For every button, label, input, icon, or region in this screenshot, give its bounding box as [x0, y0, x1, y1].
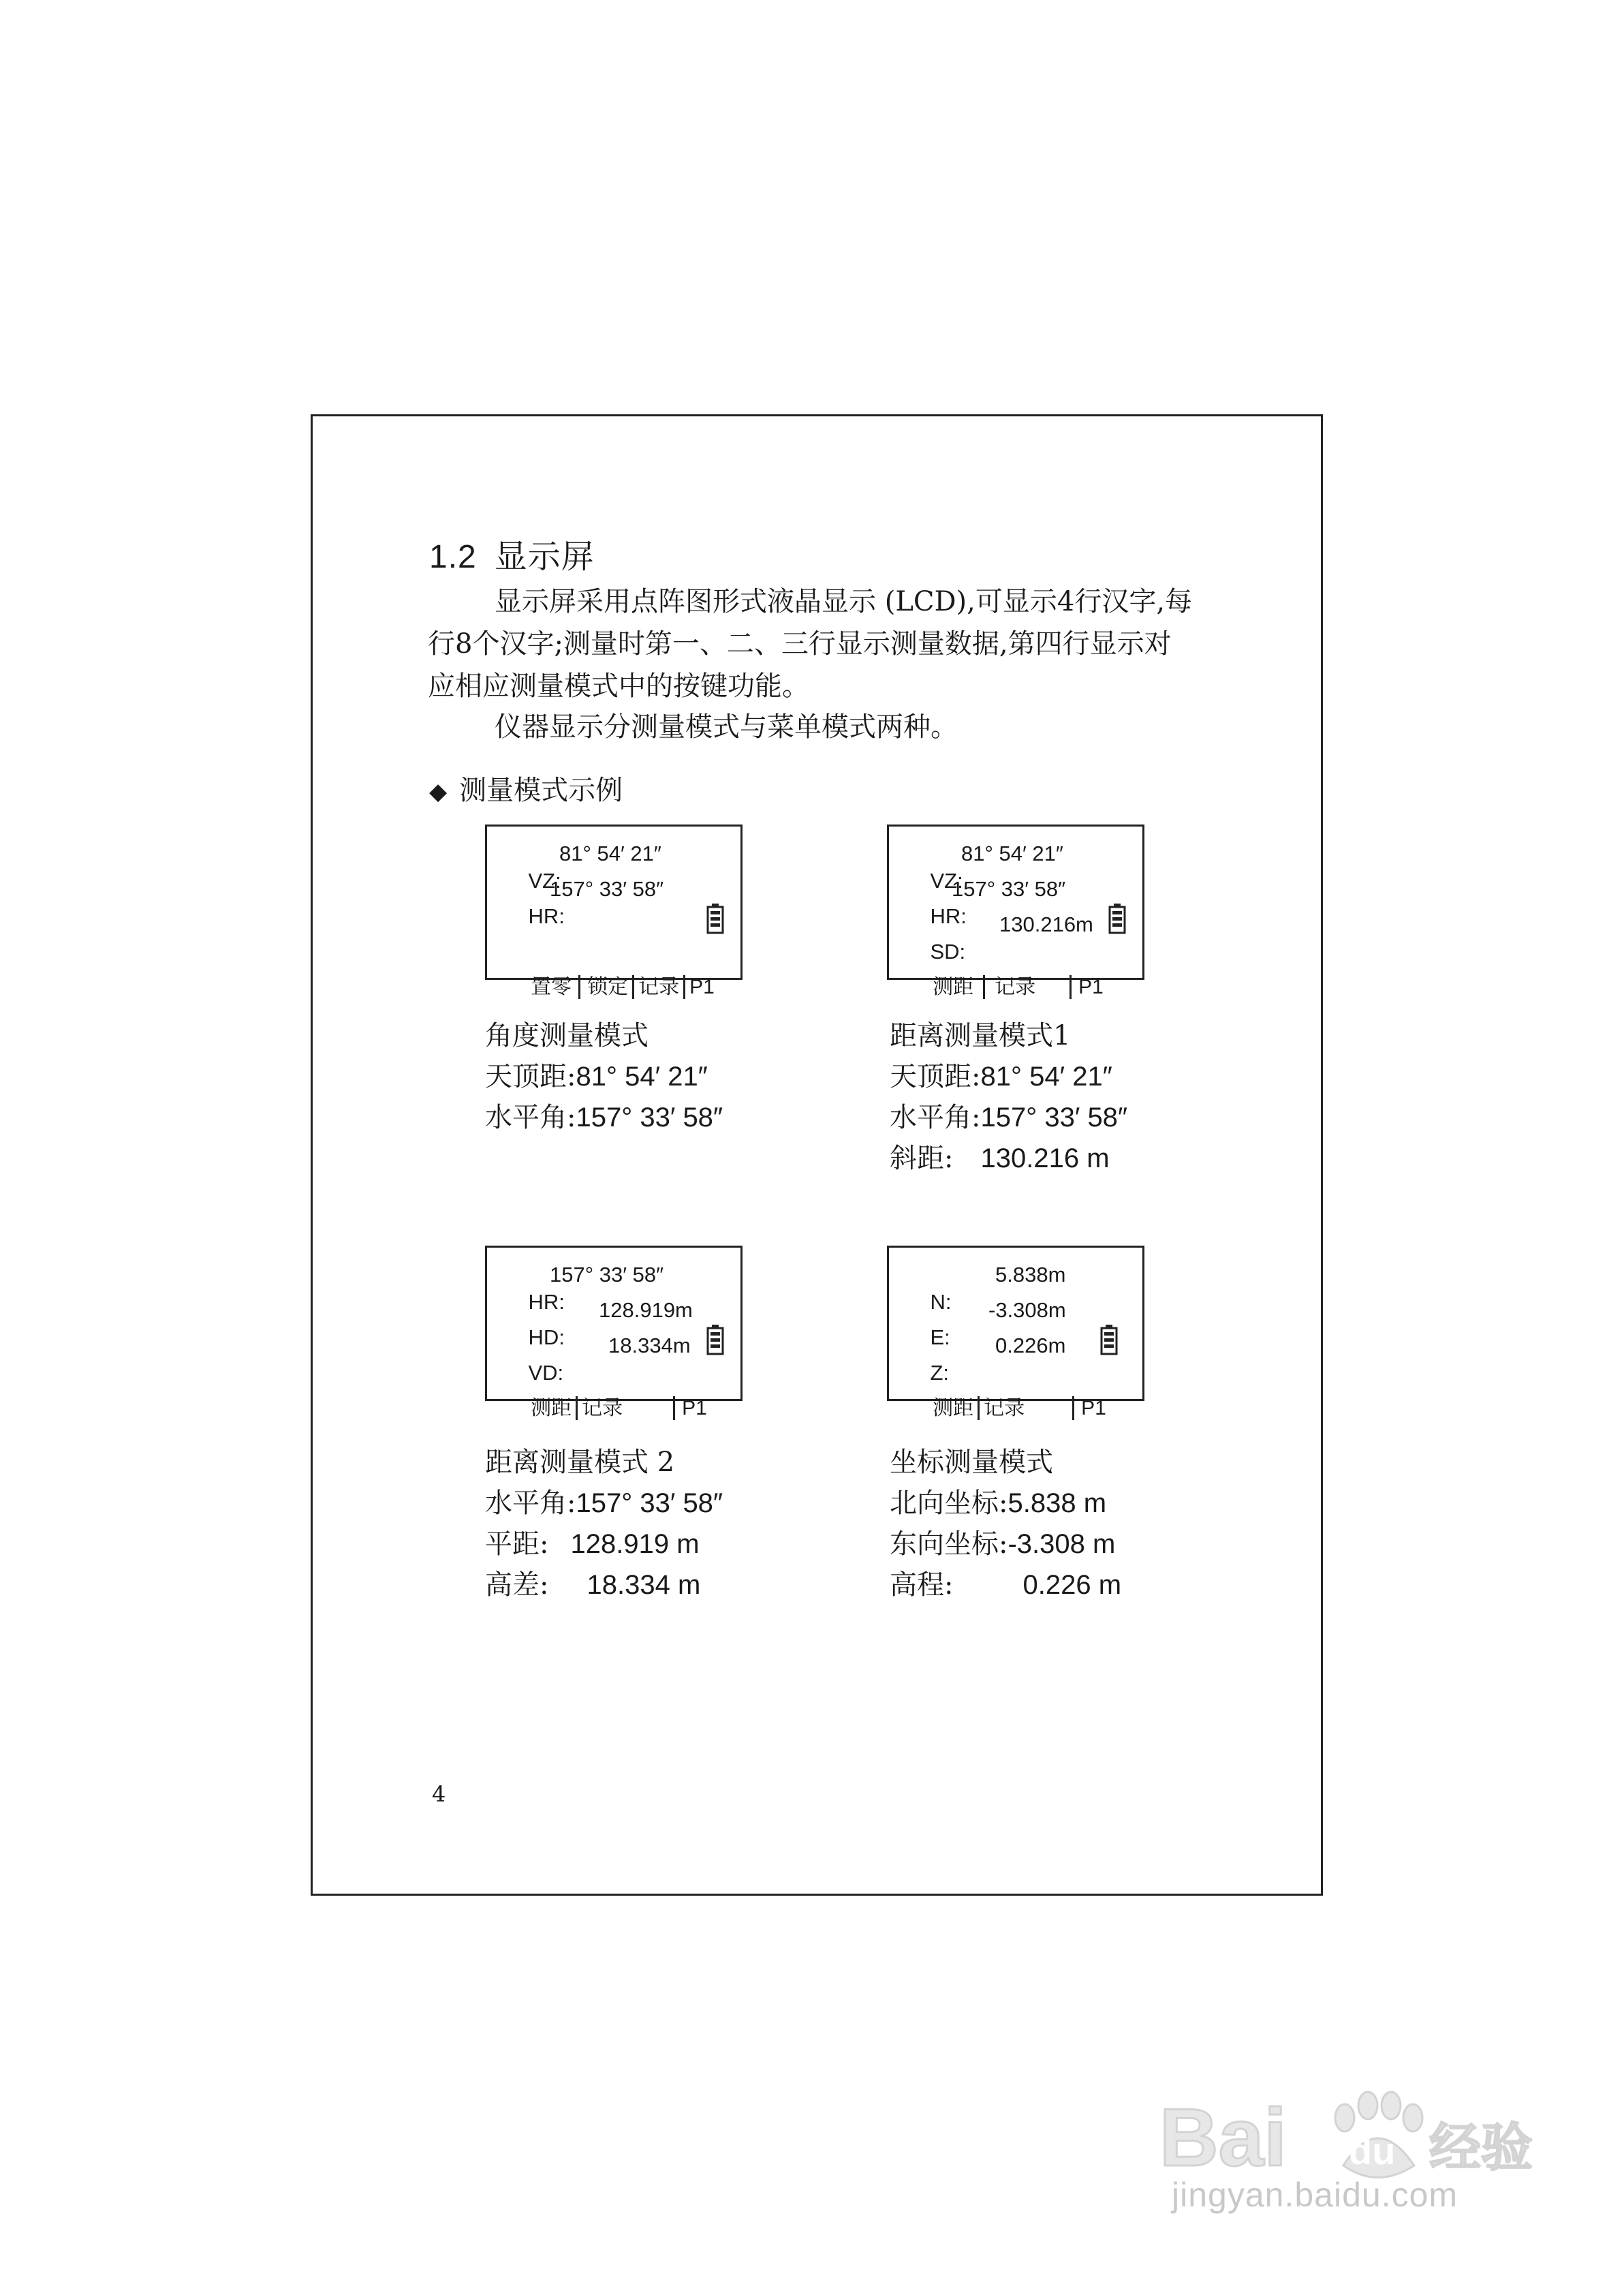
softkey-record: 记录	[638, 975, 680, 999]
caption-line	[890, 1097, 1127, 1138]
lcd-value: 0.226m	[995, 1334, 1066, 1357]
lcd-row	[505, 1332, 691, 1385]
diamond-icon: ◆	[429, 778, 448, 805]
caption-value: 130.216 m	[980, 1143, 1110, 1173]
softkey-record: 记录	[995, 975, 1036, 999]
caption-value: 81° 54′ 21″	[980, 1062, 1112, 1092]
caption-value: 157° 33′ 58″	[576, 1103, 723, 1133]
lcd-row	[505, 876, 664, 928]
watermark-url: jingyan.baidu.com	[1172, 2176, 1458, 2214]
lcd-value: 18.334m	[608, 1334, 691, 1357]
softkey-page: P1	[682, 1397, 707, 1419]
svg-text:du: du	[1349, 2129, 1396, 2172]
caption-value: 0.226 m	[1022, 1570, 1122, 1600]
lcd-label: E:	[930, 1325, 950, 1349]
lcd-softkey-row	[907, 946, 1104, 999]
caption-title: 距离测量模式1	[890, 1020, 1071, 1051]
caption-title: 角度测量模式	[485, 1020, 649, 1051]
lcd-value: 157° 33′ 58″	[550, 877, 664, 901]
svg-text:Bai: Bai	[1159, 2092, 1287, 2183]
caption-coordinate-mode	[890, 1442, 1121, 1605]
caption-label: 高差:	[485, 1569, 549, 1601]
caption-label: 斜距:	[890, 1143, 954, 1174]
lcd-value: -3.308m	[988, 1298, 1066, 1322]
lcd-softkey-row	[505, 946, 715, 999]
intro-line-2: 行8个汉字;测量时第一、二、三行显示测量数据,第四行显示对	[428, 628, 1172, 660]
battery-icon	[706, 1324, 724, 1355]
softkey-page: P1	[689, 976, 715, 998]
caption-label: 天顶距:	[485, 1061, 576, 1092]
mode-paragraph: 仪器显示分测量模式与菜单模式两种。	[495, 711, 958, 743]
lcd-value: 5.838m	[995, 1263, 1066, 1287]
intro-line-3: 应相应测量模式中的按键功能。	[428, 671, 809, 702]
lcd-label: VZ:	[528, 869, 561, 893]
lcd-value: 81° 54′ 21″	[961, 842, 1063, 865]
caption-line	[890, 1483, 1121, 1524]
caption-title: 距离测量模式 2	[485, 1447, 675, 1478]
lcd-label: N:	[930, 1290, 952, 1314]
caption-line	[485, 1565, 723, 1605]
caption-label: 水平角:	[485, 1102, 576, 1133]
lcd-label: HD:	[528, 1325, 565, 1349]
bullet-text: 测量模式示例	[459, 775, 623, 806]
caption-value: 81° 54′ 21″	[576, 1062, 708, 1092]
lcd-value: 130.216m	[999, 912, 1093, 936]
caption-distance-mode-1	[890, 1015, 1127, 1179]
lcd-row	[907, 876, 1066, 928]
lcd-value: 157° 33′ 58″	[550, 1263, 664, 1287]
lcd-label: SD:	[930, 940, 966, 964]
softkey-record: 记录	[984, 1396, 1025, 1420]
lcd-label: HR:	[528, 904, 565, 928]
caption-line	[485, 1483, 723, 1524]
caption-line	[890, 1138, 1127, 1179]
lcd-row	[505, 1261, 664, 1314]
intro-line-1: 显示屏采用点阵图形式液晶显示 (LCD),可显示4行汉字,每	[495, 586, 1193, 617]
caption-title: 坐标测量模式	[890, 1447, 1053, 1478]
caption-distance-mode-2	[485, 1442, 723, 1605]
lcd-value: 128.919m	[599, 1298, 693, 1322]
lcd-value: 157° 33′ 58″	[952, 877, 1066, 901]
caption-label: 北向坐标:	[890, 1488, 1008, 1519]
caption-line	[485, 1056, 723, 1097]
lcd-row	[907, 911, 1093, 964]
lcd-softkey-row	[907, 1368, 1106, 1420]
battery-icon	[1100, 1324, 1118, 1355]
section-number: 1.2	[429, 539, 477, 575]
caption-label: 平距:	[485, 1528, 549, 1560]
lcd-row	[907, 1332, 1066, 1385]
caption-label: 水平角:	[890, 1102, 981, 1133]
softkey-page: P1	[1081, 1397, 1106, 1419]
section-title: 显示屏	[494, 538, 595, 576]
lcd-distance-mode-2	[485, 1246, 743, 1420]
caption-value: 157° 33′ 58″	[980, 1103, 1128, 1133]
softkey-record: 记录	[582, 1396, 623, 1420]
lcd-distance-mode-1	[887, 825, 1144, 999]
softkey-lock: 锁定	[587, 975, 629, 999]
lcd-label: Z:	[930, 1361, 950, 1385]
lcd-coordinate-mode	[887, 1246, 1144, 1420]
softkey-zero: 置零	[531, 975, 572, 999]
caption-line	[890, 1056, 1127, 1097]
caption-line	[890, 1524, 1121, 1565]
lcd-softkey-row	[505, 1368, 707, 1420]
caption-line	[485, 1097, 723, 1138]
section-heading	[429, 530, 595, 577]
svg-text:经验: 经验	[1429, 2117, 1533, 2178]
battery-icon	[706, 903, 724, 934]
caption-angle-mode	[485, 1015, 723, 1138]
caption-value: 18.334 m	[587, 1570, 701, 1600]
caption-value: 157° 33′ 58″	[576, 1488, 723, 1518]
lcd-label: HR:	[528, 1290, 565, 1314]
caption-label: 天顶距:	[890, 1061, 981, 1092]
caption-line	[890, 1565, 1121, 1605]
caption-value: 5.838 m	[1008, 1488, 1107, 1518]
example-bullet	[429, 769, 623, 807]
caption-value: -3.308 m	[1008, 1529, 1116, 1559]
lcd-label: VD:	[528, 1361, 564, 1385]
softkey-page: P1	[1078, 976, 1104, 998]
lcd-value: 81° 54′ 21″	[559, 842, 661, 865]
intro-paragraph	[428, 581, 1218, 707]
caption-label: 东向坐标:	[890, 1528, 1008, 1560]
lcd-angle-mode	[485, 825, 743, 999]
caption-label: 高程:	[890, 1569, 954, 1601]
softkey-measure: 测距	[933, 1396, 974, 1420]
lcd-label: VZ:	[930, 869, 963, 893]
caption-line	[485, 1524, 723, 1565]
softkey-measure: 测距	[933, 975, 974, 999]
lcd-label: HR:	[930, 904, 967, 928]
page-number: 4	[432, 1781, 446, 1807]
caption-label: 水平角:	[485, 1488, 576, 1519]
caption-value: 128.919 m	[570, 1529, 700, 1559]
battery-icon	[1108, 903, 1126, 934]
softkey-measure: 测距	[531, 1396, 572, 1420]
